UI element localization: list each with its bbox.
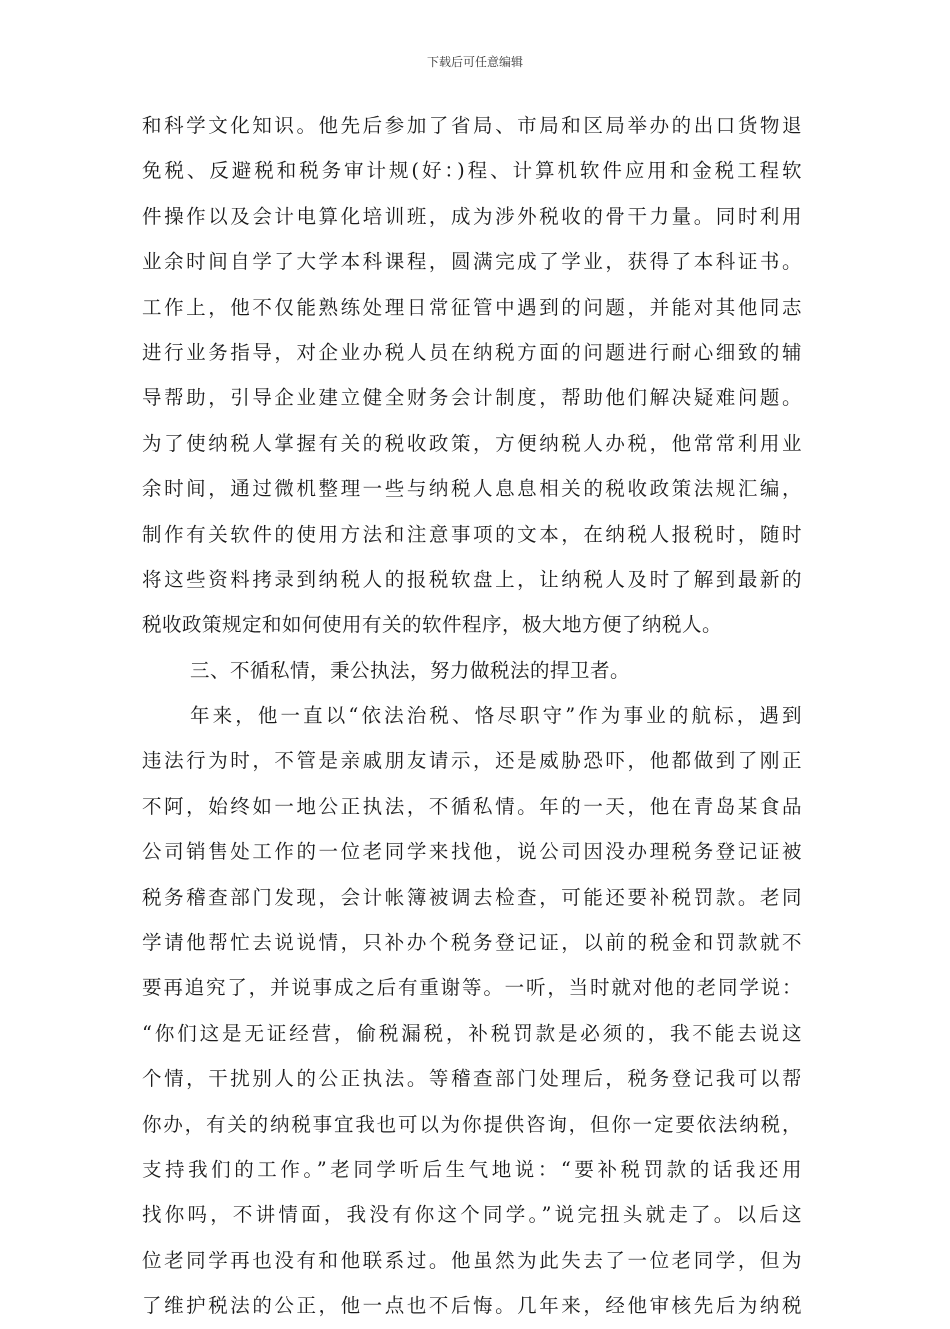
text-line: 税收政策规定和如何使用有关的软件程序，极大地方便了纳税人。 [142,613,723,637]
text-line: 支持我们的工作。”老同学听后生气地说：“要补税罚款的话我还用 [142,1157,802,1181]
text-line: 业余时间自学了大学本科课程，圆满完成了学业，获得了本科证书。 [142,250,802,274]
text-line: 为了使纳税人掌握有关的税收政策，方便纳税人办税，他常常利用业 [142,431,802,455]
text-line: 个情，干扰别人的公正执法。等稽查部门处理后，税务登记我可以帮 [142,1067,802,1091]
text-line: 和科学文化知识。他先后参加了省局、市局和区局举办的出口货物退 [142,114,802,137]
text-line: “你们这是无证经营，偷税漏税，补税罚款是必须的，我不能去说这 [142,1021,802,1045]
text-line: 余时间，通过微机整理一些与纳税人息息相关的税收政策法规汇编， [142,477,802,501]
text-line: 税务稽查部门发现，会计帐簿被调去检查，可能还要补税罚款。老同 [142,885,802,909]
text-line: 年来，他一直以“依法治税、恪尽职守”作为事业的航标，遇到 [190,704,802,728]
text-line: 不阿，始终如一地公正执法，不循私情。年的一天，他在青岛某食品 [142,794,802,818]
text-line: 导帮助，引导企业建立健全财务会计制度，帮助他们解决疑难问题。 [142,386,802,410]
text-line: 公司销售处工作的一位老同学来找他，说公司因没办理税务登记证被 [142,840,802,864]
text-line: 件操作以及会计电算化培训班，成为涉外税收的骨干力量。同时利用 [142,204,802,228]
text-line: 工作上，他不仅能熟练处理日常征管中遇到的问题，并能对其他同志 [142,295,802,319]
text-line: 找你吗，不讲情面，我没有你这个同学。”说完扭头就走了。以后这 [142,1203,802,1227]
text-line: 免税、反避税和税务审计规(好：)程、计算机软件应用和金税工程软 [142,159,802,183]
text-line: 制作有关软件的使用方法和注意事项的文本，在纳税人报税时，随时 [142,522,802,546]
page-header: 下载后可任意编辑 [426,55,523,69]
text-line: 将这些资料拷录到纳税人的报税软盘上，让纳税人及时了解到最新的 [142,567,802,591]
text-line: 位老同学再也没有和他联系过。他虽然为此失去了一位老同学，但为 [142,1248,802,1272]
text-line: 要再追究了，并说事成之后有重谢等。一听，当时就对他的老同学说： [142,976,802,1000]
text-line: 学请他帮忙去说说情，只补办个税务登记证，以前的税金和罚款就不 [142,931,802,955]
text-line: 了维护税法的公正，他一点也不后悔。几年来，经他审核先后为纳税 [142,1294,802,1318]
text-line: 违法行为时，不管是亲戚朋友请示，还是威胁恐吓，他都做到了刚正 [142,749,802,773]
section-heading: 三、不循私情，秉公执法，努力做税法的捍卫者。 [190,658,631,682]
text-line: 你办，有关的纳税事宜我也可以为你提供咨询，但你一定要依法纳税， [142,1112,802,1136]
text-line: 进行业务指导，对企业办税人员在纳税方面的问题进行耐心细致的辅 [142,340,802,364]
document-body [142,103,802,1329]
